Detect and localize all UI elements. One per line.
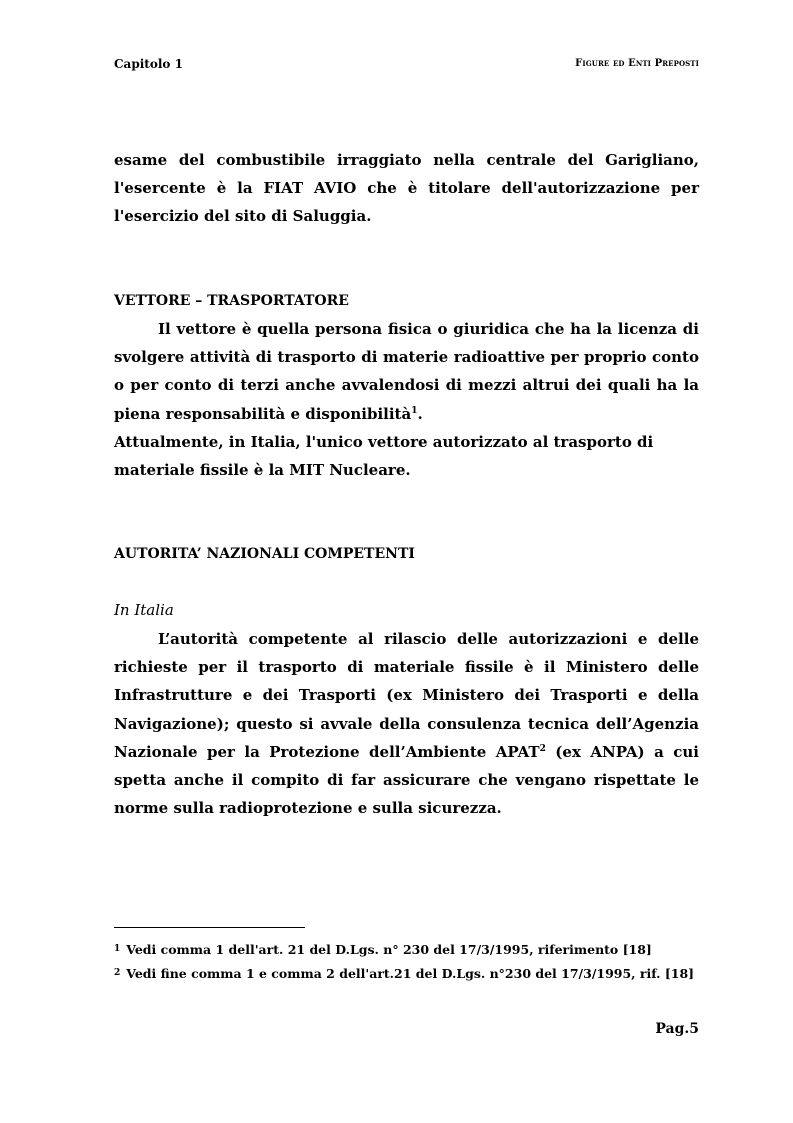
italia-subheading: In Italia [114,601,174,619]
section-title: Figure ed Enti Preposti [575,58,699,69]
autorita-paragraph-block [114,625,699,822]
vettore-paragraph [114,315,699,428]
vettore-paragraph-block [114,315,699,484]
footnote-2-mark: 2 [114,968,121,978]
autorita-paragraph-text-b: (ex ANPA) a cui spetta anche il compito di far assicurare che vengano rispettate le norme sulla radioprotezione e sulla sicurezza. [114,742,699,818]
running-header [114,57,699,73]
footnote-1-mark: 1 [114,944,121,954]
vettore-paragraph-text: Il vettore è quella persona fisica o giuridica che ha la licenza di svolgere attività di trasporto di materie radioattive per proprio conto o per conto di terzi anche avvalendosi di mezzi altrui dei quali ha la piena responsabilità e disponibilità [114,320,699,423]
autorita-paragraph-text-a: L’autorità competente al rilascio delle autorizzazioni e delle richieste per il trasporto di materiale fissile è il Ministero delle Infrastrutture e dei Trasporti (ex Ministero dei Trasporti e della Navigazione); questo si avvale della consulenza tecnica dell’Agenzia Nazionale per la Protezione dell’Ambiente APAT [114,630,699,761]
footnote-2-text: Vedi fine comma 1 e comma 2 dell'art.21 del D.Lgs. n°230 del 17/3/1995, rif. [18] [126,966,695,981]
autorita-paragraph [114,625,699,822]
vettore-heading: VETTORE – TRASPORTATORE [114,293,349,309]
page-number: Pag.5 [655,1021,699,1037]
vettore-note: Attualmente, in Italia, l'unico vettore autorizzato al trasporto di materiale fissile è la MIT Nucleare. [114,432,654,480]
autorita-heading: AUTORITA’ NAZIONALI COMPETENTI [114,546,415,562]
footnote-ref-1[interactable]: 1 [411,405,418,416]
footnote-2 [114,966,694,981]
footnote-1-text: Vedi comma 1 dell'art. 21 del D.Lgs. n° 230 del 17/3/1995, riferimento [18] [126,942,652,957]
intro-paragraph: esame del combustibile irraggiato nella centrale del Garigliano, l'esercente è la FIAT AVIO che è titolare dell'autorizzazione per l'esercizio del sito di Saluggia. [114,151,699,226]
footnote-ref-2[interactable]: 2 [539,743,546,754]
chapter-label: Capitolo 1 [114,57,183,71]
footnote-divider [114,927,305,928]
intro-paragraph-block [114,146,699,231]
footnote-1 [114,942,652,957]
vettore-paragraph-end: . [417,404,423,423]
